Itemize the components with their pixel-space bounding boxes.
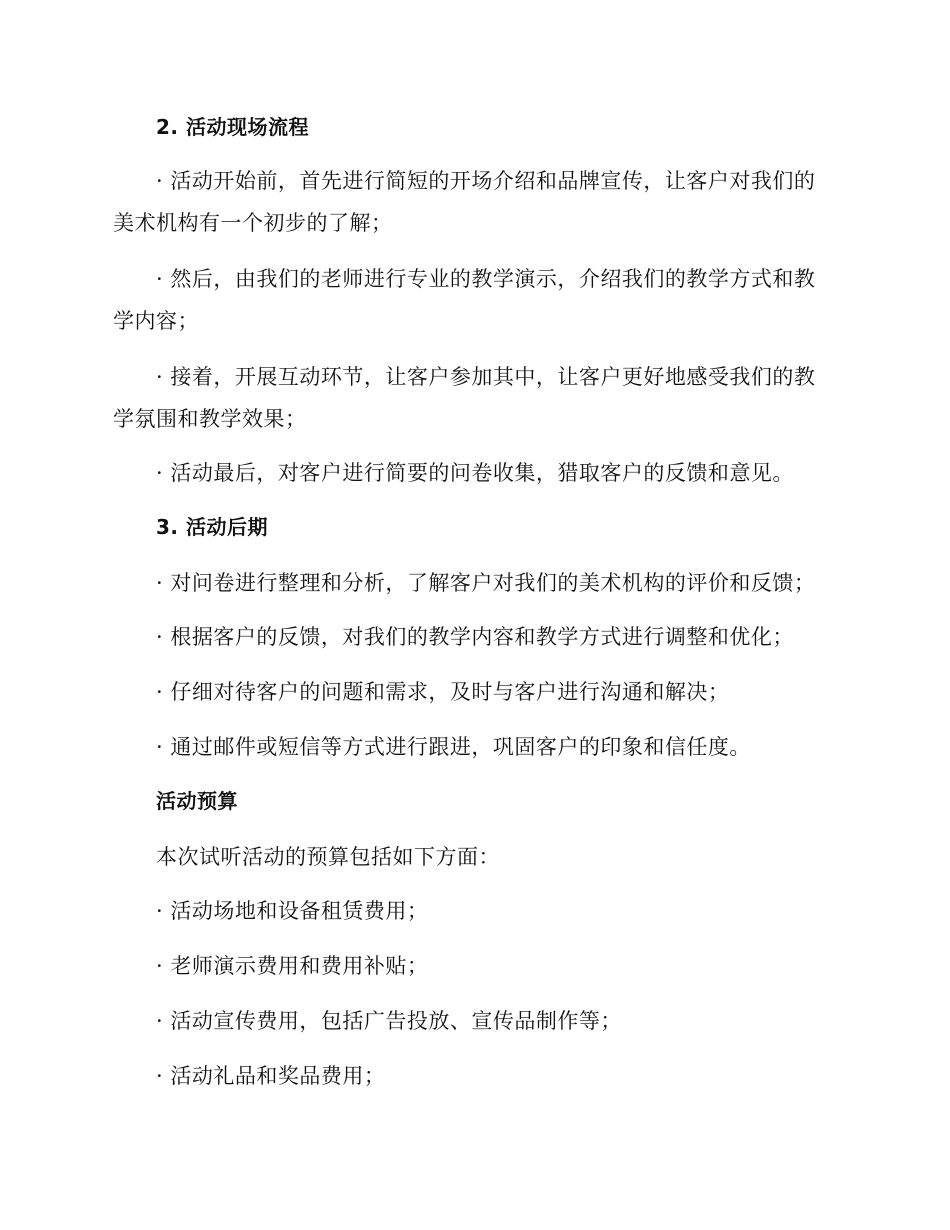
list-item: · 活动场地和设备租赁费用；: [156, 899, 429, 923]
section-heading-post-event: 3. 活动后期: [156, 515, 268, 539]
paragraph-line: 美术机构有一个初步的了解；: [113, 211, 393, 235]
list-item: · 活动宣传费用，包括广告投放、宣传品制作等；: [156, 1009, 622, 1033]
paragraph-line: · 活动最后，对客户进行简要的问卷收集，猎取客户的反馈和意见。: [156, 461, 794, 485]
section-heading-onsite-process: 2. 活动现场流程: [156, 115, 309, 139]
paragraph-line: · 活动开始前，首先进行简短的开场介绍和品牌宣传，让客户对我们的: [156, 169, 816, 193]
budget-intro: 本次试听活动的预算包括如下方面：: [156, 845, 500, 869]
paragraph-line: 学氛围和教学效果；: [113, 407, 307, 431]
list-item: · 老师演示费用和费用补贴；: [156, 954, 429, 978]
paragraph-line: · 接着，开展互动环节，让客户参加其中，让客户更好地感受我们的教: [156, 365, 816, 389]
paragraph-line: · 然后，由我们的老师进行专业的教学演示，介绍我们的教学方式和教: [156, 267, 816, 291]
section-heading-budget: 活动预算: [156, 789, 238, 813]
list-item: · 仔细对待客户的问题和需求，及时与客户进行沟通和解决；: [156, 680, 730, 704]
list-item: · 活动礼品和奖品费用；: [156, 1064, 386, 1088]
paragraph-line: 学内容；: [113, 309, 199, 333]
list-item: · 对问卷进行整理和分析，了解客户对我们的美术机构的评价和反馈；: [156, 571, 816, 595]
list-item: · 通过邮件或短信等方式进行跟进，巩固客户的印象和信任度。: [156, 735, 751, 759]
list-item: · 根据客户的反馈，对我们的教学内容和教学方式进行调整和优化；: [156, 625, 794, 649]
